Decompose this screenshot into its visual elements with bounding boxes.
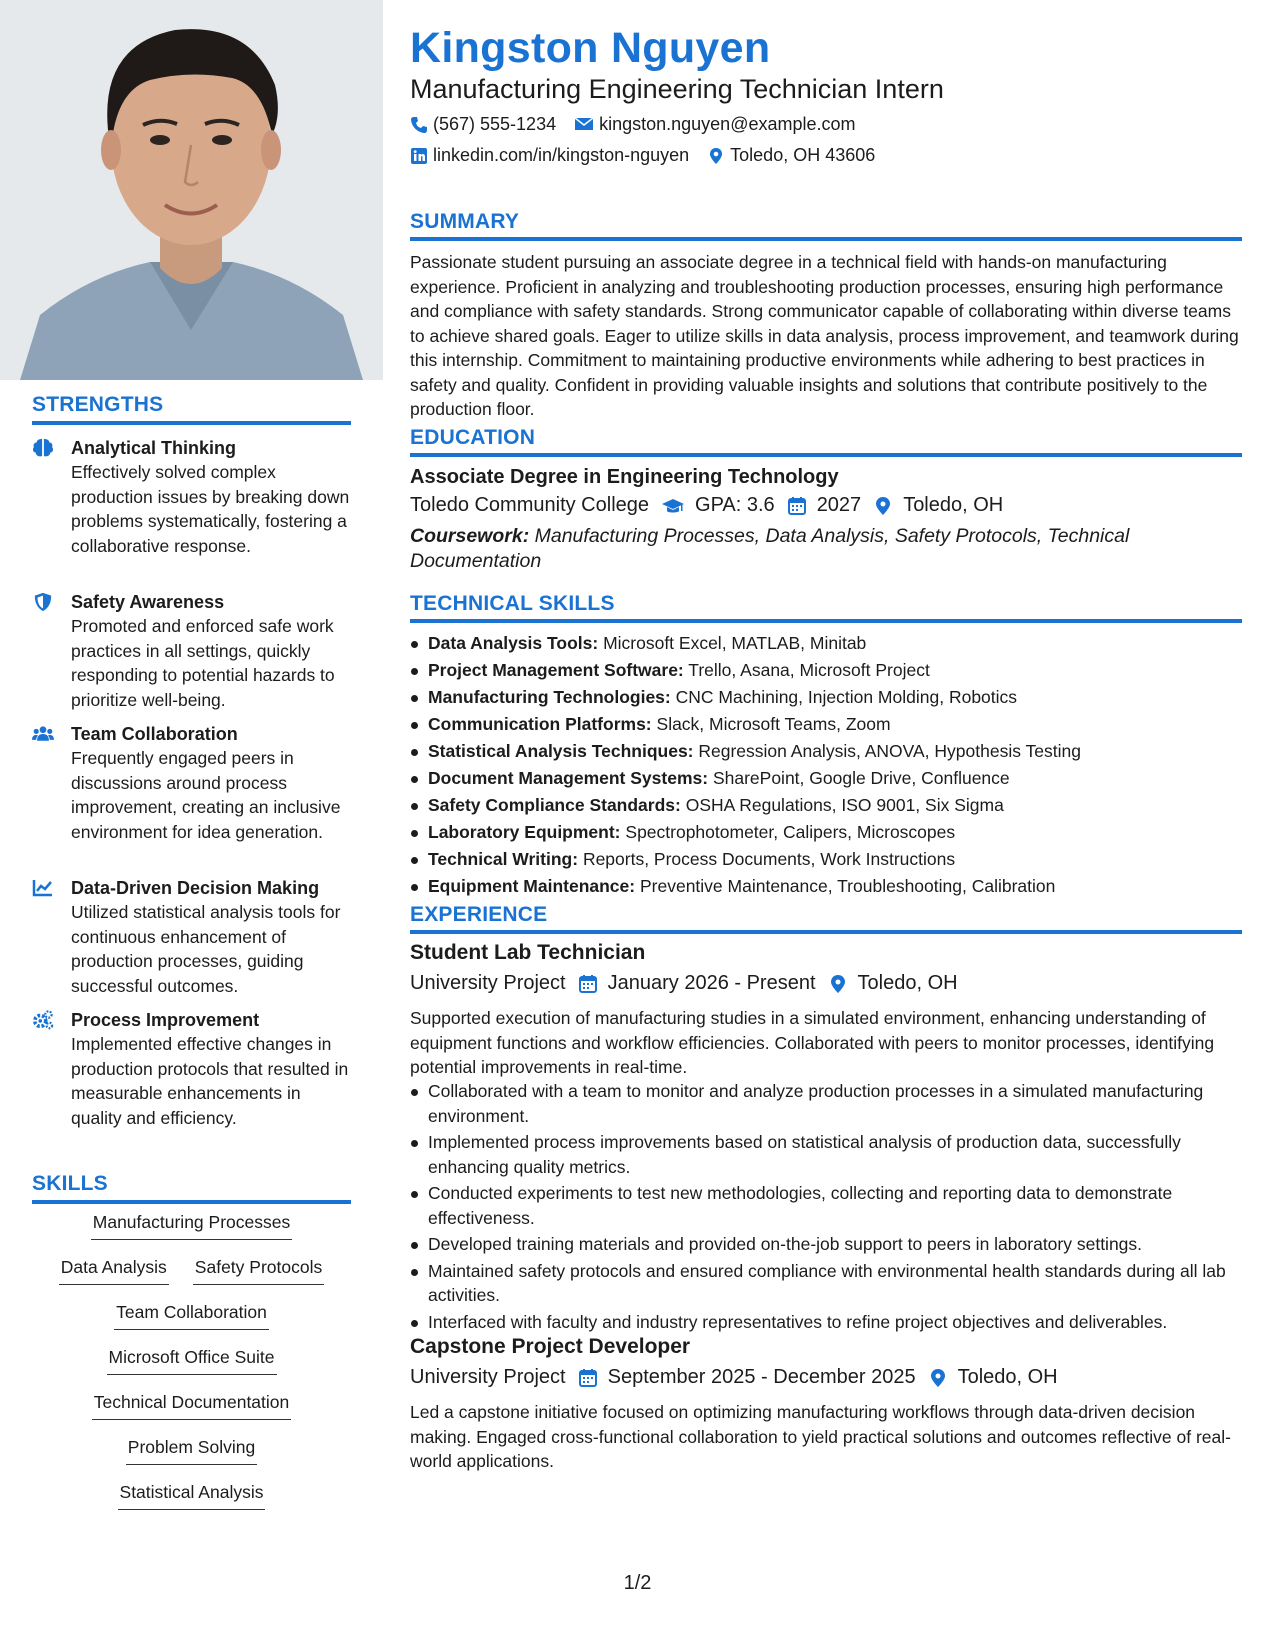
strengths-heading: STRENGTHS xyxy=(32,393,351,425)
experience-heading: EXPERIENCE xyxy=(410,903,1242,934)
location-contact xyxy=(707,145,875,166)
skill-tag: Safety Protocols xyxy=(193,1255,324,1285)
job-location: Toledo, OH xyxy=(957,1366,1058,1388)
education-meta xyxy=(410,494,1003,517)
skill-row xyxy=(32,1300,351,1345)
graduation-cap-icon xyxy=(661,496,685,516)
strength-title: Process Improvement xyxy=(71,1010,260,1030)
skill-tag: Team Collaboration xyxy=(114,1300,269,1330)
strength-item xyxy=(32,436,352,558)
list-item xyxy=(410,657,1242,684)
skill-row xyxy=(32,1255,351,1300)
list-item xyxy=(410,873,1242,900)
skill-label: Statistical Analysis Techniques: xyxy=(428,741,694,761)
skill-value: Preventive Maintenance, Troubleshooting, Calibration xyxy=(639,876,1056,896)
page-number: 1/2 xyxy=(623,1572,652,1594)
skill-row xyxy=(32,1210,351,1255)
list-item xyxy=(410,684,1242,711)
job-title: Student Lab Technician xyxy=(410,941,646,964)
skill-label: Communication Platforms: xyxy=(428,714,652,734)
skill-tag: Problem Solving xyxy=(126,1435,257,1465)
job-org: University Project xyxy=(410,972,566,994)
map-pin-icon xyxy=(873,496,893,516)
calendar-icon xyxy=(787,496,807,516)
chart-line-icon xyxy=(32,878,56,898)
linkedin-contact[interactable] xyxy=(410,145,689,166)
candidate-role: Manufacturing Engineering Technician Intern xyxy=(410,74,944,104)
strength-description: Effectively solved complex production issues by breaking down problems systematically, fostering a collaborative response. xyxy=(71,462,350,556)
phone-text: (567) 555-1234 xyxy=(433,114,557,134)
coursework xyxy=(410,524,1242,573)
summary-text: Passionate student pursuing an associate degree in a technical field with hands-on manufacturing experience. Proficient in analyzing and troubleshooting production processes, ensuring high performance and compliance with safety standards. Strong communicator capable of collaborating within diverse teams to achieve shared goals. Eager to utilize skills in data analysis, process improvement, and teamwork during this internship. Commitment to maintaining productive environments while adhering to best practices in safety and quality. Confident in providing valuable insights and solutions that contribute positively to the production floor. xyxy=(410,252,1239,419)
job-meta xyxy=(410,1366,1058,1389)
gears-icon xyxy=(32,1010,56,1030)
email-text: kingston.nguyen@example.com xyxy=(599,114,856,134)
list-item xyxy=(410,792,1242,819)
technical-skills-heading: TECHNICAL SKILLS xyxy=(410,592,1242,623)
skill-label: Data Analysis Tools: xyxy=(428,633,599,653)
job-meta xyxy=(410,972,958,995)
skill-value: CNC Machining, Injection Molding, Robotics xyxy=(675,687,1018,707)
email-contact[interactable] xyxy=(574,114,855,135)
skill-tag: Manufacturing Processes xyxy=(91,1210,292,1240)
skill-tag: Statistical Analysis xyxy=(118,1480,266,1510)
strength-title: Team Collaboration xyxy=(71,724,238,744)
list-item: Interfaced with faculty and industry representatives to refine project objectives and deliverables. xyxy=(410,1310,1242,1335)
list-item xyxy=(410,711,1242,738)
education-degree: Associate Degree in Engineering Technology xyxy=(410,466,839,488)
coursework-label: Coursework: xyxy=(410,525,530,547)
location-text: Toledo, OH 43606 xyxy=(730,145,876,165)
education-heading: EDUCATION xyxy=(410,426,1242,457)
list-item xyxy=(410,819,1242,846)
shield-icon xyxy=(32,592,56,612)
map-pin-icon xyxy=(828,974,848,994)
skill-tag: Data Analysis xyxy=(59,1255,169,1285)
school-name: Toledo Community College xyxy=(410,494,650,516)
skill-label: Equipment Maintenance: xyxy=(428,876,636,896)
users-icon xyxy=(32,724,56,744)
candidate-name: Kingston Nguyen xyxy=(410,24,771,72)
contact-line-2 xyxy=(410,145,893,166)
skill-tag: Technical Documentation xyxy=(92,1390,292,1420)
strength-description: Promoted and enforced safe work practices in all settings, quickly responding to potential hazards to prioritize well-being. xyxy=(71,616,335,710)
graduation-year: 2027 xyxy=(816,494,862,516)
list-item xyxy=(410,765,1242,792)
list-item: Maintained safety protocols and ensured compliance with environmental health standards during all lab activities. xyxy=(410,1259,1242,1308)
skill-value: SharePoint, Google Drive, Confluence xyxy=(712,768,1010,788)
skill-row xyxy=(32,1345,351,1390)
strength-title: Data-Driven Decision Making xyxy=(71,878,320,898)
skill-label: Technical Writing: xyxy=(428,849,579,869)
list-item: Developed training materials and provided on-the-job support to peers in laboratory settings. xyxy=(410,1232,1242,1257)
job-title: Capstone Project Developer xyxy=(410,1335,691,1358)
technical-skills-list xyxy=(410,630,1242,900)
job-location: Toledo, OH xyxy=(857,972,958,994)
list-item: Collaborated with a team to monitor and analyze production processes in a simulated manufacturing environment. xyxy=(410,1079,1242,1128)
gpa-text: GPA: 3.6 xyxy=(695,494,775,516)
map-pin-icon xyxy=(707,147,725,165)
skill-row xyxy=(32,1480,351,1525)
skill-label: Document Management Systems: xyxy=(428,768,709,788)
contact-line-1 xyxy=(410,114,874,135)
list-item xyxy=(410,630,1242,657)
skill-row xyxy=(32,1435,351,1480)
profile-photo xyxy=(0,0,383,380)
strength-title: Safety Awareness xyxy=(71,592,225,612)
skill-label: Safety Compliance Standards: xyxy=(428,795,681,815)
strength-description: Implemented effective changes in production protocols that resulted in measurable enhancements in quality and efficiency. xyxy=(71,1034,349,1128)
envelope-icon xyxy=(574,116,594,134)
linkedin-icon xyxy=(410,147,428,165)
list-item: Conducted experiments to test new methodologies, collecting and reporting data to demonstrate effectiveness. xyxy=(410,1181,1242,1230)
job-dates: January 2026 - Present xyxy=(607,972,816,994)
strength-item xyxy=(32,876,352,998)
skills-list xyxy=(32,1210,351,1525)
calendar-icon xyxy=(578,974,598,994)
skill-row xyxy=(32,1390,351,1435)
left-column xyxy=(0,0,383,1650)
map-pin-icon xyxy=(928,1368,948,1388)
job-summary: Supported execution of manufacturing studies in a simulated environment, enhancing understanding of equipment functions and workflow efficiencies. Collaborated with peers to monitor processes, identifying potential improvements in real-time. xyxy=(410,1008,1215,1077)
skill-label: Laboratory Equipment: xyxy=(428,822,621,842)
strength-item xyxy=(32,722,352,844)
skill-value: Trello, Asana, Microsoft Project xyxy=(688,660,930,680)
strength-item xyxy=(32,1008,352,1130)
job-dates: September 2025 - December 2025 xyxy=(607,1366,916,1388)
skill-value: Spectrophotometer, Calipers, Microscopes xyxy=(625,822,956,842)
job-bullets xyxy=(410,1079,1242,1336)
phone-icon xyxy=(410,116,428,134)
brain-icon xyxy=(32,438,56,458)
skill-value: Slack, Microsoft Teams, Zoom xyxy=(656,714,891,734)
skill-value: OSHA Regulations, ISO 9001, Six Sigma xyxy=(685,795,1004,815)
summary-heading: SUMMARY xyxy=(410,210,1242,241)
skill-value: Microsoft Excel, MATLAB, Minitab xyxy=(603,633,867,653)
strength-description: Frequently engaged peers in discussions around process improvement, creating an inclusive environment for idea generation. xyxy=(71,748,341,842)
list-item xyxy=(410,846,1242,873)
calendar-icon xyxy=(578,1368,598,1388)
strength-description: Utilized statistical analysis tools for continuous enhancement of production processes, guiding successful outcomes. xyxy=(71,902,341,996)
coursework-list: Manufacturing Processes, Data Analysis, Safety Protocols, Technical Documentation xyxy=(410,525,1130,572)
skills-heading: SKILLS xyxy=(32,1172,351,1204)
strength-item xyxy=(32,590,352,712)
list-item: Implemented process improvements based on statistical analysis of production data, successfully enhancing quality metrics. xyxy=(410,1130,1242,1179)
school-location: Toledo, OH xyxy=(903,494,1004,516)
skill-label: Manufacturing Technologies: xyxy=(428,687,671,707)
strength-title: Analytical Thinking xyxy=(71,438,237,458)
skill-label: Project Management Software: xyxy=(428,660,684,680)
phone-contact[interactable] xyxy=(410,114,556,135)
linkedin-text: linkedin.com/in/kingston-nguyen xyxy=(433,145,690,165)
job-summary: Led a capstone initiative focused on optimizing manufacturing workflows through data-driven decision making. Engaged cross-functional collaboration to yield practical solutions and outcomes reflective of real-world applications. xyxy=(410,1402,1231,1471)
skill-value: Reports, Process Documents, Work Instructions xyxy=(582,849,956,869)
skill-tag: Microsoft Office Suite xyxy=(107,1345,277,1375)
list-item xyxy=(410,738,1242,765)
job-org: University Project xyxy=(410,1366,566,1388)
skill-value: Regression Analysis, ANOVA, Hypothesis Testing xyxy=(698,741,1081,761)
